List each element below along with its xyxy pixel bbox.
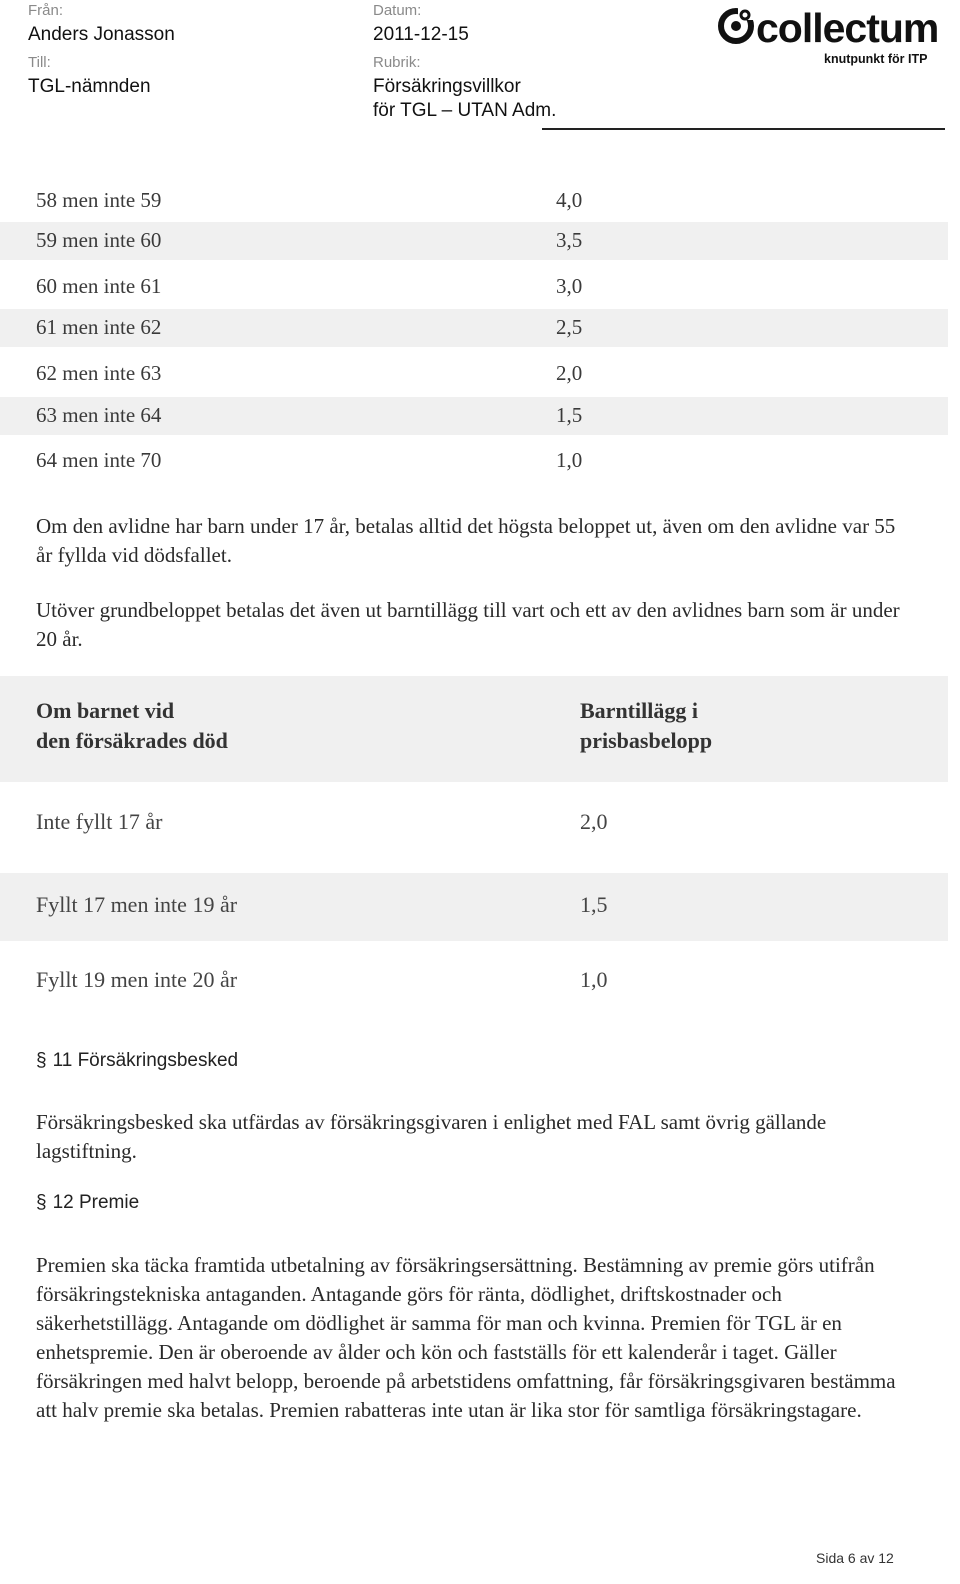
age-range: 59 men inte 60 — [36, 228, 162, 252]
header-col-condition-line2: den försäkrades död — [36, 728, 228, 753]
section-11-heading — [36, 1050, 238, 1072]
logo-wordmark: collectum — [756, 5, 939, 51]
table-row — [0, 442, 948, 480]
section-11-title: 11 Försäkringsbesked — [52, 1050, 239, 1071]
age-range: 63 men inte 64 — [36, 403, 162, 427]
table-row — [0, 948, 948, 1016]
section-12-heading — [36, 1192, 139, 1214]
header-col-supplement-line1: Barntillägg i — [580, 698, 698, 723]
table-header — [0, 676, 948, 782]
age-range: 58 men inte 59 — [36, 188, 162, 212]
collectum-logo — [716, 2, 952, 72]
to-value: TGL-nämnden — [28, 76, 151, 97]
child-condition: Inte fyllt 17 år — [36, 809, 163, 834]
age-value: 2,5 — [556, 315, 583, 339]
table-row — [0, 222, 948, 260]
date-value: 2011-12-15 — [373, 24, 469, 45]
table-row — [0, 397, 948, 435]
age-value: 1,5 — [556, 403, 583, 427]
age-range: 60 men inte 61 — [36, 274, 162, 298]
age-range: 64 men inte 70 — [36, 448, 162, 472]
logo-tagline: knutpunkt för ITP — [824, 52, 928, 66]
age-value: 2,0 — [556, 361, 583, 385]
age-value: 3,5 — [556, 228, 583, 252]
table-row — [0, 873, 948, 941]
header-col-condition-line1: Om barnet vid — [36, 698, 175, 723]
age-value: 1,0 — [556, 448, 583, 472]
subject-line1: Försäkringsvillkor — [373, 76, 521, 97]
table-row — [0, 309, 948, 347]
section-12-text: Premien ska täcka framtida utbetalning av försäkringsersättning. Bestämning av premie görs utifrån försäkringstekniska antaganden. Antagande görs för ränta, dödlighet, driftskostnader och säkerhetstillägg. Antagande om dödlighet är samma för man och kvinna. Premien för TGL är en enhetspremie. Den är oberoende av ålder och kön och fastställs för ett kalenderår i taget. Gäller försäkringen med halvt belopp, beroende på arbetstidens omfattning, får försäkringsgivaren bestämma att halv premie ska betalas. Premien rabatteras inte utan är lika stor för samtliga försäkringstagare. — [36, 1253, 896, 1422]
date-label: Datum: — [373, 2, 422, 19]
subject-line2: för TGL – UTAN Adm. — [373, 100, 557, 121]
header-divider — [542, 128, 945, 130]
header-col-condition — [36, 696, 228, 756]
table-row — [0, 790, 948, 858]
page-number: Sida 6 av 12 — [816, 1550, 894, 1566]
to-label: Till: — [28, 54, 51, 71]
table-row — [0, 355, 948, 393]
header-col-supplement-line2: prisbasbelopp — [580, 728, 713, 753]
subject-label: Rubrik: — [373, 54, 421, 71]
paragraph-sign-icon: § — [36, 1192, 47, 1213]
section-11-text: Försäkringsbesked ska utfärdas av försäkringsgivaren i enlighet med FAL samt övrig gällande lagstiftning. — [36, 1110, 827, 1163]
paragraph-sign-icon: § — [36, 1050, 47, 1071]
age-range: 61 men inte 62 — [36, 315, 162, 339]
paragraph-child-supplement: Utöver grundbeloppet betalas det även ut barntillägg till vart och ett av den avlidnes barn som är under 20 år. — [36, 598, 900, 651]
header-col-supplement — [580, 696, 712, 756]
table-row — [0, 182, 948, 220]
child-value: 1,5 — [580, 892, 608, 917]
child-value: 1,0 — [580, 967, 608, 992]
age-value: 3,0 — [556, 274, 583, 298]
collectum-logo-icon — [716, 6, 756, 46]
from-value: Anders Jonasson — [28, 24, 175, 45]
age-value: 4,0 — [556, 188, 583, 212]
paragraph-children-rule: Om den avlidne har barn under 17 år, betalas alltid det högsta beloppet ut, även om den avlidne var 55 år fyllda vid dödsfallet. — [36, 514, 896, 567]
child-condition: Fyllt 17 men inte 19 år — [36, 892, 238, 917]
age-range: 62 men inte 63 — [36, 361, 162, 385]
child-condition: Fyllt 19 men inte 20 år — [36, 967, 238, 992]
child-value: 2,0 — [580, 809, 608, 834]
from-label: Från: — [28, 2, 64, 19]
section-12-title: 12 Premie — [52, 1192, 140, 1213]
table-row — [0, 268, 948, 306]
